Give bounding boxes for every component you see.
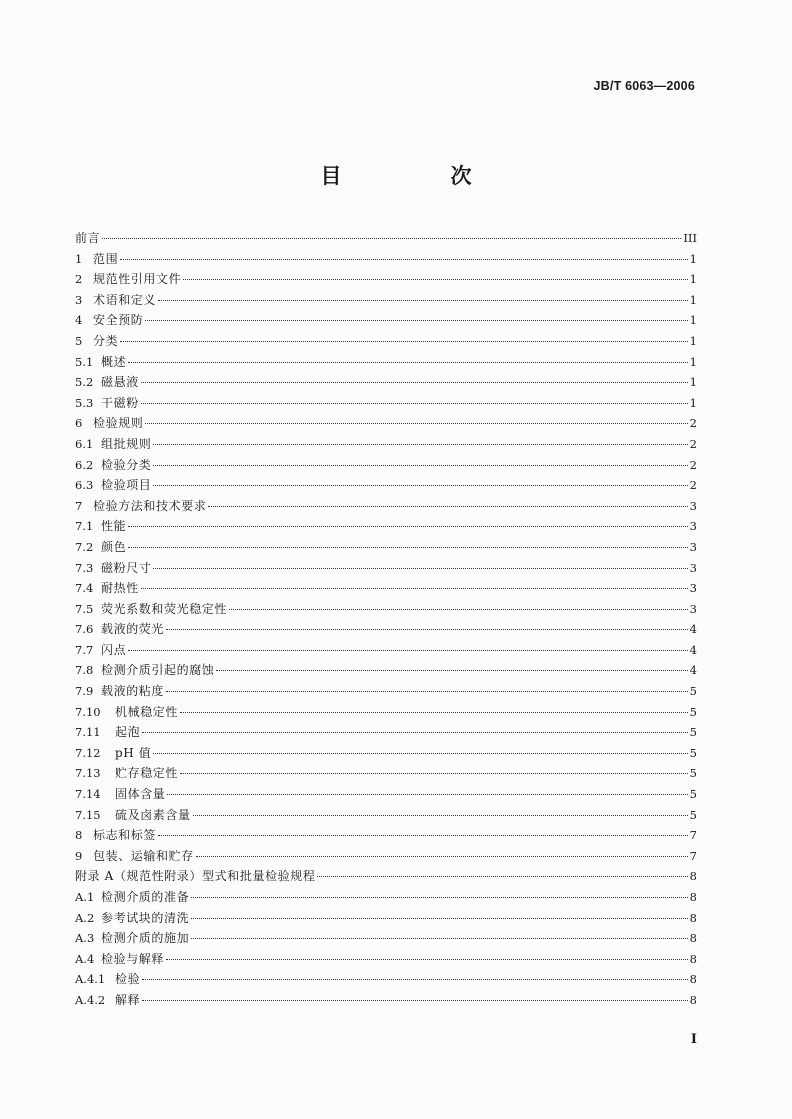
toc-entry-number: 7.12 (75, 745, 101, 760)
toc-entry[interactable] (75, 475, 697, 496)
toc-entry-page: 5 (689, 725, 697, 740)
page-title: 目 次 (320, 164, 516, 188)
toc-dot-leader (142, 1000, 687, 1001)
toc-entry-label: 磁粉尺寸 (101, 560, 152, 575)
toc-entry-label: 安全预防 (93, 313, 144, 328)
toc-entry[interactable] (75, 249, 697, 270)
toc-entry-label: 性能 (101, 519, 127, 534)
toc-entry-label: 检测介质引起的腐蚀 (101, 663, 215, 678)
toc-entry[interactable] (75, 619, 697, 640)
toc-entry-number: 7 (75, 498, 83, 513)
toc-entry-number: 7.4 (75, 581, 94, 596)
toc-entry[interactable] (75, 599, 697, 620)
toc-entry-label: 载液的粘度 (101, 684, 165, 699)
toc-entry-page: 1 (689, 251, 697, 266)
toc-dot-leader (102, 238, 681, 239)
toc-entry-number: A.4 (75, 951, 95, 966)
toc-entry-page: 3 (689, 601, 697, 616)
toc-entry-label: 机械稳定性 (115, 704, 179, 719)
toc-dot-leader (158, 835, 688, 836)
toc-dot-leader (183, 279, 687, 280)
toc-dot-leader (158, 300, 688, 301)
toc-entry-page: 2 (689, 478, 697, 493)
toc-entry[interactable] (75, 393, 697, 414)
toc-entry[interactable] (75, 413, 697, 434)
toc-entry-label: 检验与解释 (101, 951, 165, 966)
toc-entry-label: 解释 (115, 992, 141, 1007)
toc-dot-leader (193, 815, 688, 816)
toc-dot-leader (153, 444, 687, 445)
toc-entry-label: 检测介质的施加 (101, 931, 190, 946)
toc-entry-label: 荧光系数和荧光稳定性 (101, 601, 228, 616)
toc-entry-label: 起泡 (115, 725, 141, 740)
toc-entry-page: 3 (689, 539, 697, 554)
toc-dot-leader (167, 794, 687, 795)
toc-entry-label: 前言 (75, 231, 101, 245)
toc-entry-page: 1 (689, 375, 697, 390)
toc-entry-label: 参考试块的清洗 (101, 910, 190, 925)
toc-entry[interactable] (75, 949, 697, 970)
toc-entry-number: 5.3 (75, 395, 94, 410)
toc-dot-leader (120, 341, 687, 342)
toc-entry-label: 载液的荧光 (101, 622, 165, 637)
toc-entry-page: 8 (689, 931, 697, 946)
toc-entry-label: pH 值 (115, 745, 152, 760)
toc-entry-page: 8 (689, 951, 697, 966)
toc-entry-label: 分类 (93, 333, 119, 348)
toc-entry-page: 1 (689, 313, 697, 328)
toc-entry-label: 附录 A（规范性附录）型式和批量检验规程 (75, 869, 316, 884)
toc-entry-number: 7.10 (75, 704, 101, 719)
toc-entry-label: 标志和标签 (93, 828, 157, 843)
toc-dot-leader (180, 712, 688, 713)
toc-dot-leader (141, 588, 688, 589)
toc-entry-page: 2 (689, 436, 697, 451)
toc-entry-page: 5 (689, 745, 697, 760)
toc-entry[interactable] (75, 990, 697, 1011)
toc-entry[interactable] (75, 290, 697, 311)
toc-entry-label: 检验分类 (101, 457, 152, 472)
toc-entry[interactable] (75, 640, 697, 661)
toc-entry-label: 贮存稳定性 (115, 766, 179, 781)
toc-dot-leader (191, 918, 687, 919)
toc-entry-label: 固体含量 (115, 787, 166, 802)
toc-entry[interactable] (75, 763, 697, 784)
toc-entry-number: 9 (75, 848, 83, 863)
toc-entry-label: 耐热性 (101, 581, 139, 596)
toc-entry-number: 8 (75, 828, 83, 843)
toc-entry-number: A.4.2 (75, 992, 106, 1007)
toc-dot-leader (128, 526, 687, 527)
toc-entry[interactable] (75, 846, 697, 867)
toc-dot-leader (142, 979, 687, 980)
toc-entry-number: 1 (75, 251, 83, 266)
toc-dot-leader (141, 382, 688, 383)
toc-entry-page: 7 (689, 828, 697, 843)
toc-dot-leader (141, 403, 688, 404)
toc-dot-leader (317, 876, 687, 877)
toc-entry-page: 5 (689, 766, 697, 781)
toc-entry-number: 5 (75, 333, 83, 348)
toc-dot-leader (128, 362, 687, 363)
toc-entry-page: 1 (689, 395, 697, 410)
toc-dot-leader (166, 629, 688, 630)
toc-entry-number: 6.3 (75, 478, 94, 493)
toc-entry-page: 8 (689, 910, 697, 925)
toc-entry-number: 4 (75, 313, 83, 328)
toc-entry[interactable] (75, 722, 697, 743)
toc-dot-leader (142, 732, 687, 733)
toc-entry-label: 硫及卤素含量 (115, 807, 191, 822)
toc-entry[interactable] (75, 558, 697, 579)
toc-entry-page: 5 (689, 787, 697, 802)
toc-entry-page: III (683, 231, 697, 245)
toc-dot-leader (153, 753, 687, 754)
toc-entry-page: 5 (689, 704, 697, 719)
toc-entry[interactable] (75, 372, 697, 393)
toc-dot-leader (153, 465, 687, 466)
toc-entry-page: 1 (689, 292, 697, 307)
toc-entry-label: 检测介质的准备 (101, 890, 190, 904)
toc-entry-number: 7.7 (75, 642, 94, 657)
toc-entry[interactable] (75, 434, 697, 455)
toc-dot-leader (216, 670, 687, 671)
toc-entry-page: 1 (689, 354, 697, 369)
toc-dot-leader (196, 856, 688, 857)
toc-entry-page: 3 (689, 498, 697, 513)
toc-entry-page: 4 (689, 622, 697, 637)
toc-entry-number: 7.13 (75, 766, 101, 781)
toc-entry-label: 磁悬液 (101, 375, 139, 390)
toc-dot-leader (120, 259, 687, 260)
toc-entry-label: 组批规则 (101, 436, 152, 451)
document-code: JB/T 6063—2006 (593, 79, 695, 93)
toc-dot-leader (128, 650, 687, 651)
toc-entry[interactable] (75, 825, 697, 846)
toc-entry-number: A.4.1 (75, 972, 106, 987)
toc-entry-page: 3 (689, 560, 697, 575)
toc-entry-number: 7.6 (75, 622, 94, 637)
toc-entry[interactable] (75, 743, 697, 764)
toc-dot-leader (166, 959, 688, 960)
toc-entry-page: 8 (689, 890, 697, 904)
toc-entry-number: A.2 (75, 910, 95, 925)
toc-entry[interactable] (75, 496, 697, 517)
toc-entry[interactable] (75, 660, 697, 681)
toc-entry-page: 1 (689, 272, 697, 287)
toc-dot-leader (191, 938, 687, 939)
toc-entry-number: 6.2 (75, 457, 94, 472)
toc-entry[interactable] (75, 805, 697, 826)
toc-entry-number: 7.15 (75, 807, 101, 822)
toc-entry-page: 3 (689, 581, 697, 596)
toc-dot-leader (145, 423, 687, 424)
toc-entry[interactable] (75, 908, 697, 929)
toc-entry[interactable] (75, 537, 697, 558)
toc-entry-page: 5 (689, 684, 697, 699)
toc-entry-label: 规范性引用文件 (93, 272, 182, 287)
toc-entry-number: 6 (75, 416, 83, 431)
toc-entry-number: 5.2 (75, 375, 94, 390)
toc-dot-leader (153, 568, 687, 569)
toc-entry-number: 7.11 (75, 725, 101, 740)
toc-entry-label: 概述 (101, 354, 127, 369)
toc-entry-label: 检验规则 (93, 416, 144, 431)
toc-entry-label: 检验项目 (101, 478, 152, 493)
toc-entry-number: 6.1 (75, 436, 94, 451)
toc-entry-label: 范围 (93, 251, 119, 266)
toc-entry-number: 7.2 (75, 539, 94, 554)
toc-entry[interactable] (75, 269, 697, 290)
toc-entry-number: 5.1 (75, 354, 94, 369)
toc-entry-page: 8 (689, 992, 697, 1007)
toc-entry-page: 7 (689, 848, 697, 863)
toc-entry[interactable] (75, 228, 697, 249)
toc-entry-number: A.3 (75, 931, 95, 946)
toc-dot-leader (229, 609, 688, 610)
toc-entry-number: 7.8 (75, 663, 94, 678)
toc-entry-page: 4 (689, 663, 697, 678)
toc-entry[interactable] (75, 681, 697, 702)
toc-entry[interactable] (75, 702, 697, 723)
toc-entry-number: A.1 (75, 890, 95, 904)
toc-entry[interactable] (75, 887, 697, 908)
toc-entry-page: 8 (689, 972, 697, 987)
toc-dot-leader (166, 691, 688, 692)
toc-entry[interactable] (75, 578, 697, 599)
toc-entry[interactable] (75, 784, 697, 805)
toc-entry-label: 检验方法和技术要求 (93, 498, 207, 513)
toc-entry-page: 5 (689, 807, 697, 822)
toc-entry-label: 术语和定义 (93, 292, 157, 307)
page-number: I (690, 1032, 697, 1047)
toc-entry[interactable] (75, 352, 697, 373)
toc-entry-page: 3 (689, 519, 697, 534)
toc-dot-leader (191, 897, 687, 898)
toc-entry-page: 1 (689, 333, 697, 348)
table-of-contents (75, 228, 697, 1011)
toc-entry-page: 4 (689, 642, 697, 657)
toc-entry-number: 3 (75, 292, 83, 307)
toc-entry-page: 8 (689, 869, 697, 884)
toc-dot-leader (145, 320, 687, 321)
toc-entry-number: 7.1 (75, 519, 94, 534)
toc-entry-label: 闪点 (101, 642, 127, 657)
toc-entry-label: 检验 (115, 972, 141, 987)
toc-entry-page: 2 (689, 416, 697, 431)
toc-entry[interactable] (75, 310, 697, 331)
toc-dot-leader (208, 506, 687, 507)
toc-entry-page: 2 (689, 457, 697, 472)
toc-entry[interactable] (75, 866, 697, 887)
toc-dot-leader (128, 547, 687, 548)
toc-entry-label: 颜色 (101, 539, 127, 554)
toc-entry-number: 7.9 (75, 684, 94, 699)
toc-entry-number: 7.14 (75, 787, 101, 802)
toc-dot-leader (180, 773, 688, 774)
toc-entry-label: 干磁粉 (101, 395, 139, 410)
toc-entry[interactable] (75, 331, 697, 352)
toc-entry-number: 2 (75, 272, 83, 287)
toc-entry-label: 包装、运输和贮存 (93, 848, 194, 863)
toc-entry-number: 7.5 (75, 601, 94, 616)
toc-dot-leader (153, 485, 687, 486)
toc-entry-number: 7.3 (75, 560, 94, 575)
toc-entry[interactable] (75, 928, 697, 949)
toc-entry[interactable] (75, 455, 697, 476)
toc-entry[interactable] (75, 969, 697, 990)
toc-entry[interactable] (75, 516, 697, 537)
